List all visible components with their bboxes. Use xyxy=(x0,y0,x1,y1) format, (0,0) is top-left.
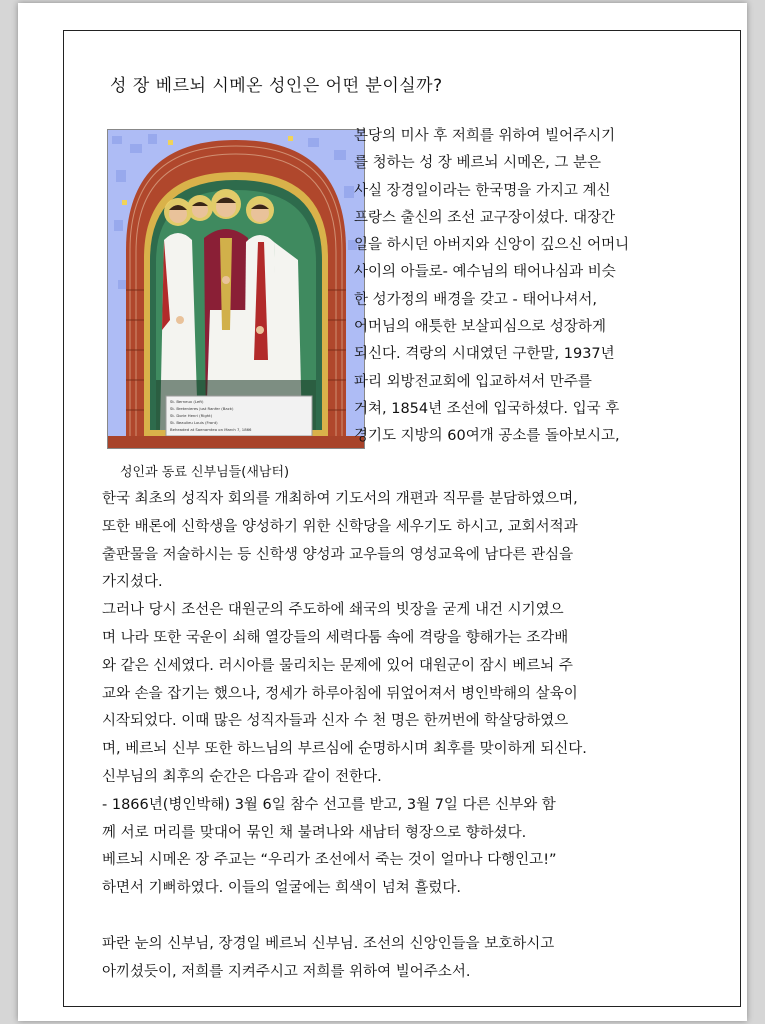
side-line: 를 청하는 성 장 베르뇌 시메온, 그 분은 xyxy=(354,155,601,172)
main-line: 교와 손을 잡기는 했으나, 정세가 하루아침에 뒤엎어져서 병인박해의 살육이 xyxy=(102,685,578,702)
plaque-line-1: St. Berneux (Left) xyxy=(170,399,204,404)
main-line: 며 나라 또한 국운이 쇠해 열강들의 세력다툼 속에 격랑을 향해가는 조각배 xyxy=(102,629,569,646)
side-paragraph xyxy=(354,123,734,451)
plaque-line-4: St. Beaulieu Louis (Front) xyxy=(170,420,218,425)
martyrs-painting xyxy=(107,129,365,449)
plaque-line-5: Beheaded at Saenamteo on March 7, 1866 xyxy=(170,427,252,432)
side-line: 프랑스 출신의 조선 교구장이셨다. 대장간 xyxy=(354,209,616,226)
main-line: 한국 최초의 성직자 회의를 개최하여 기도서의 개편과 직무를 분담하였으며, xyxy=(102,491,578,507)
content-frame xyxy=(63,30,741,1007)
martyrs-painting-illustration xyxy=(108,130,364,448)
main-line: 베르뇌 시메온 장 주교는 “우리가 조선에서 죽는 것이 얼마나 다행인고!” xyxy=(102,852,557,869)
side-line: 일을 하시던 아버지와 신앙이 깊으신 어머니 xyxy=(354,237,630,254)
side-line: 파리 외방전교회에 입교하셔서 만주를 xyxy=(354,373,592,390)
main-line: 파란 눈의 신부님, 장경일 베르뇌 신부님. 조선의 신앙인들을 보호하시고 xyxy=(102,935,555,952)
side-line: 되신다. 격랑의 시대였던 구한말, 1937년 xyxy=(354,346,615,363)
image-caption: 성인과 동료 신부님들(새남터) xyxy=(120,465,290,480)
plaque-line-3: St. Dorie Henri (Right) xyxy=(170,413,213,418)
side-line: 본당의 미사 후 저희를 위하여 빌어주시기 xyxy=(354,128,616,144)
main-line: 며, 베르뇌 신부 또한 하느님의 부르심에 순명하시며 최후를 맞이하게 되신다. xyxy=(102,741,587,758)
document-page xyxy=(18,3,747,1021)
main-line: 아끼셨듯이, 저희를 지켜주시고 저희를 위하여 빌어주소서. xyxy=(102,963,471,980)
main-line-blank xyxy=(102,903,710,931)
main-line: 출판물을 저술하시는 등 신학생 양성과 교우들의 영성교육에 남다른 관심을 xyxy=(102,546,574,563)
main-line: 가지셨다. xyxy=(102,574,163,591)
page-title: 성 장 베르뇌 시메온 성인은 어떤 분이실까? xyxy=(110,76,443,96)
main-line: - 1866년(병인박해) 3월 6일 참수 선고를 받고, 3월 7일 다른 신부와 함 xyxy=(102,796,556,813)
main-line: 께 서로 머리를 맞대어 묶인 채 불려나와 새남터 형장으로 향하셨다. xyxy=(102,824,527,841)
main-line: 하면서 기뻐하였다. 이들의 얼굴에는 희색이 넘쳐 흘렀다. xyxy=(102,880,462,897)
main-line: 와 같은 신세였다. 러시아를 물리치는 문제에 있어 대원군이 잠시 베르뇌 주 xyxy=(102,657,573,674)
main-line: 시작되었다. 이때 많은 성직자들과 신자 수 천 명은 한꺼번에 학살당하였으 xyxy=(102,713,569,730)
side-line: 사실 장경일이라는 한국명을 가지고 계신 xyxy=(354,182,611,199)
side-line: 어머님의 애틋한 보살피심으로 성장하게 xyxy=(354,319,606,336)
side-line: 경기도 지방의 60여개 공소를 돌아보시고, xyxy=(354,428,620,445)
main-line: 또한 배론에 신학생을 양성하기 위한 신학당을 세우기도 하시고, 교회서적과 xyxy=(102,518,578,535)
main-paragraphs xyxy=(102,486,710,986)
side-line: 거쳐, 1854년 조선에 입국하셨다. 입국 후 xyxy=(354,400,620,417)
side-line: 한 성가정의 배경을 갖고 - 태어나셔서, xyxy=(354,291,597,308)
main-line: 그러나 당시 조선은 대원군의 주도하에 쇄국의 빗장을 굳게 내건 시기였으 xyxy=(102,602,564,619)
main-line: 신부님의 최후의 순간은 다음과 같이 전한다. xyxy=(102,768,382,785)
plaque-line-2: St. Bretenieres Just Ranfer (Back) xyxy=(170,406,234,411)
side-line: 사이의 아들로- 예수님의 태어나심과 비슷 xyxy=(354,264,616,281)
